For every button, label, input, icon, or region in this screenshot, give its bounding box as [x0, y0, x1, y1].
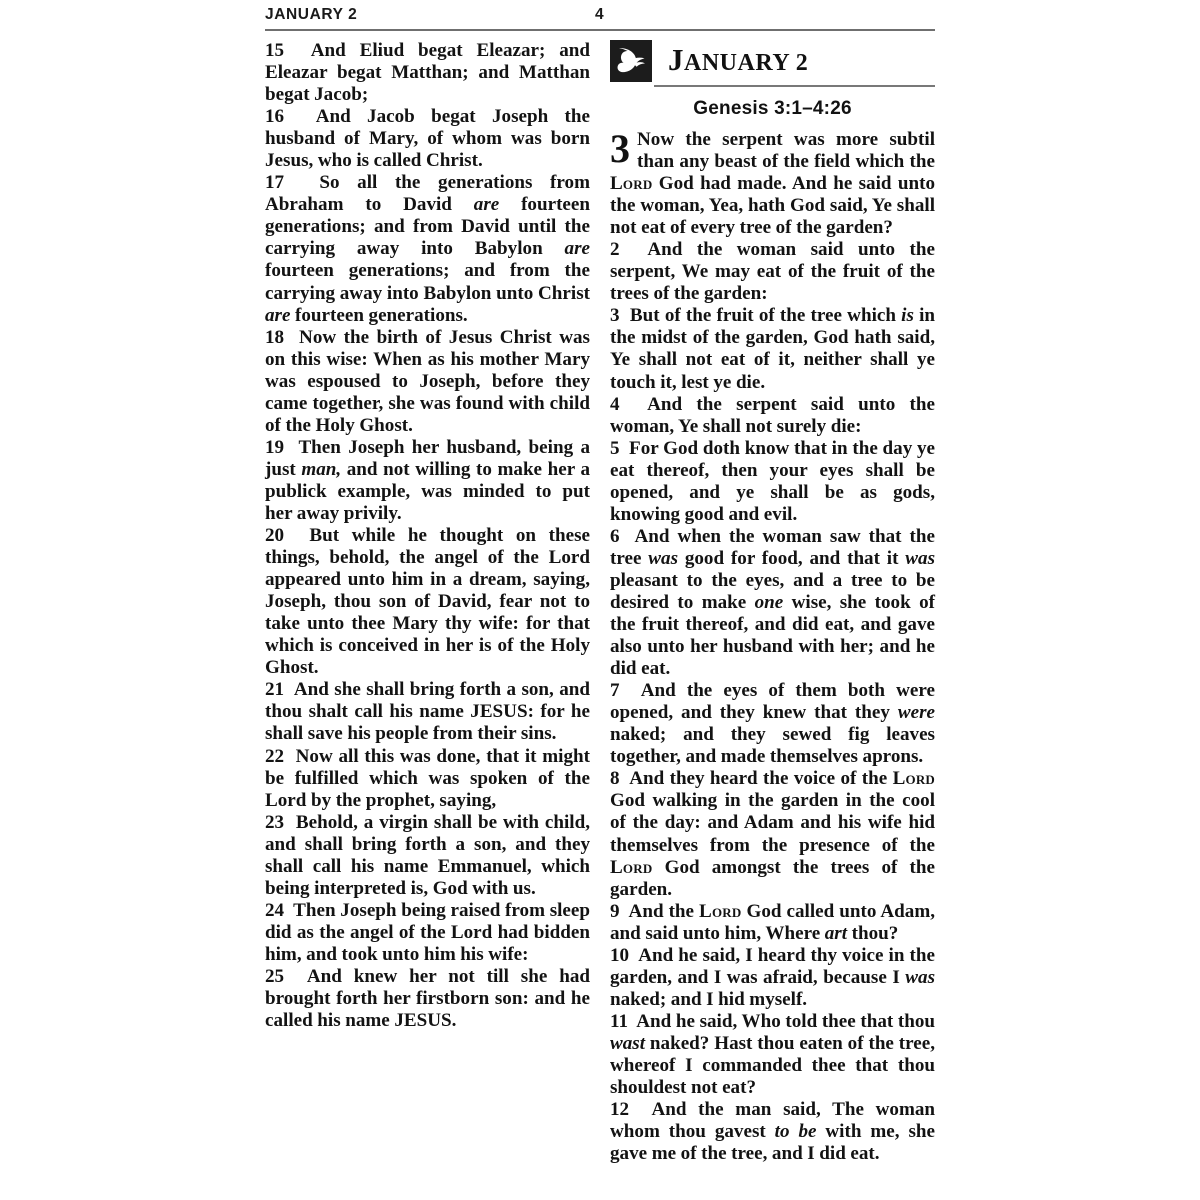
divine-name-smallcaps: Lord: [699, 900, 742, 922]
verse-text: And he said, Who told thee that thou: [636, 1010, 935, 1032]
verse-20: [265, 525, 590, 679]
verse-text: God amongst the trees of the garden.: [610, 856, 935, 900]
verse-text: thou?: [847, 922, 899, 944]
verse-25: [265, 966, 590, 1032]
verse-text: And the eyes of them both were opened, and they knew that they: [610, 680, 935, 724]
day-title-rule: [654, 85, 935, 87]
verse-text: And knew her not till she had brought forth her firstborn son: and he called his name JESUS.: [265, 965, 590, 1032]
verse-text: God had made. And he said unto the woman, Yea, hath God said, Ye shall not eat of every tree of the garden?: [610, 173, 935, 239]
verse-italic-word: are: [265, 304, 291, 326]
verse-16: [265, 106, 590, 172]
text-columns: [265, 40, 935, 1190]
verse-10: [610, 945, 935, 1011]
verse-italic-word: are: [473, 194, 500, 216]
verse-text: But while he thought on these things, behold, the angel of the Lord appeared unto him in a dream, saying, Joseph, thou son of David, fear not to take unto thee Mary thy wife: for that which is conceived in her is of the Holy Ghost.: [265, 525, 590, 679]
verse-text: And she shall bring forth a son, and thou shalt call his name JESUS: for he shall save his people from their sins.: [265, 679, 590, 745]
verse-italic-word: was: [905, 547, 936, 569]
verse-text: naked; and they sewed fig leaves together, and made themselves aprons.: [610, 724, 935, 768]
day-title-rest: ANUARY 2: [684, 50, 809, 76]
verse-text: Now all this was done, that it might be fulfilled which was spoken of the Lord by the prophet, saying,: [265, 745, 590, 811]
verse-text: naked? Hast thou eaten of the tree, whereof I commanded thee that thou shouldest not eat?: [610, 1032, 935, 1099]
verse-3: [610, 305, 935, 393]
verse-text: And he said, I heard thy voice in the garden, and I was afraid, because I: [610, 944, 936, 988]
verse-number: 25: [265, 965, 285, 987]
header-divider-rule: [265, 29, 935, 31]
divine-name-smallcaps: Lord: [610, 856, 653, 878]
verse-number: 11: [610, 1010, 629, 1032]
verse-18: [265, 327, 590, 437]
verse-number: 20: [265, 525, 285, 547]
verse-17: [265, 172, 590, 326]
day-title: [668, 42, 808, 78]
verse-number: 4: [610, 393, 620, 415]
verse-text: Then Joseph being raised from sleep did as the angel of the Lord had bidden him, and took unto him his wife:: [265, 899, 590, 965]
verse-number: 3: [610, 305, 620, 327]
verse-text: and not willing to make her a publick example, was minded to put her away privily.: [265, 458, 590, 524]
verse-text: And the: [628, 900, 700, 922]
verse-italic-word: to be: [774, 1121, 817, 1143]
verse-number: 6: [610, 525, 620, 547]
verse-italic-word: man,: [301, 458, 342, 480]
divine-name-smallcaps: Lord: [610, 173, 653, 195]
verse-11: [610, 1011, 935, 1099]
dove-leaf-logo-icon: [610, 40, 652, 82]
day-title-initial: J: [668, 42, 684, 77]
verse-italic-word: one: [754, 591, 784, 613]
verse-text: Now the birth of Jesus Christ was on this wise: When as his mother Mary was espoused to Joseph, before they came together, she was found with child of the Holy Ghost.: [265, 326, 590, 436]
verse-number: 24: [265, 899, 285, 921]
verse-9: [610, 901, 935, 945]
verse-text: naked; and I hid myself.: [610, 988, 808, 1010]
verse-4: [610, 394, 935, 438]
column-right: [610, 40, 935, 1165]
verse-5: [610, 438, 935, 526]
scripture-body-right: [610, 126, 936, 1165]
verse-number: 17: [265, 172, 285, 194]
verse-italic-word: was: [905, 966, 935, 988]
verse-text: And the serpent said unto the woman, Ye shall not surely die:: [610, 393, 936, 437]
verse-text: pleasant to the eyes, and a tree to be desired to make: [610, 569, 935, 613]
chapter-number-dropcap: 3: [610, 126, 630, 171]
verse-21: [265, 679, 590, 745]
verse-text: And they heard the voice of the: [629, 768, 893, 790]
page-number: 4: [595, 6, 604, 23]
verse-number: 19: [265, 436, 285, 458]
verse-text: So all the generations from Abraham to David: [265, 172, 590, 216]
verse-number: 16: [265, 106, 285, 128]
verse-number: 5: [610, 437, 620, 459]
running-head-date: JANUARY 2: [265, 6, 358, 23]
verse-text: God called unto Adam, and said unto him, Where: [610, 900, 936, 944]
verse-19: [265, 437, 590, 525]
verse-text: And the woman said unto the serpent, We may eat of the fruit of the trees of the garden:: [610, 239, 936, 305]
verse-8: [610, 768, 935, 900]
verse-number: 23: [265, 811, 285, 833]
verse-number: 12: [610, 1099, 630, 1121]
verse-text: with me, she gave me of the tree, and I did eat.: [610, 1121, 935, 1165]
verse-7: [610, 680, 935, 768]
verse-text: And when the woman saw that the tree: [610, 525, 935, 569]
verse-23: [265, 812, 590, 900]
verse-number: 22: [265, 745, 285, 767]
verse-italic-word: are: [564, 238, 590, 260]
passage-reference: Genesis 3:1–4:26: [693, 98, 852, 119]
verse-number: 10: [610, 944, 630, 966]
verse-text: good for food, and that it: [678, 547, 906, 569]
verse-24: [265, 900, 590, 966]
verse-text: And Jacob begat Joseph the husband of Mary, of whom was born Jesus, who is called Christ.: [265, 106, 591, 172]
verse-number: 18: [265, 326, 285, 348]
verse-italic-word: art: [824, 922, 848, 944]
verse-text: Behold, a virgin shall be with child, and shall bring forth a son, and they shall call his name Emmanuel, which being interpreted is, God with us.: [265, 811, 591, 899]
verse-1: [610, 126, 935, 239]
verse-12: [610, 1099, 935, 1165]
verse-text: And Eliud begat Eleazar; and Eleazar begat Matthan; and Matthan begat Jacob;: [265, 40, 591, 106]
running-head: [265, 6, 935, 28]
verse-italic-word: were: [897, 702, 935, 724]
verse-number: 8: [610, 768, 620, 790]
verse-text: fourteen generations; and from the carrying away into Babylon unto Christ: [265, 260, 590, 304]
verse-text: fourteen generations.: [290, 304, 468, 326]
verse-number: 15: [265, 40, 285, 61]
verse-number: 7: [610, 680, 620, 702]
verse-text: in the midst of the garden, God hath said, Ye shall not eat of it, neither shall ye touch it, lest ye die.: [610, 305, 936, 393]
verse-15: [265, 40, 590, 106]
verse-text: And the man said, The woman whom thou gavest: [610, 1099, 936, 1143]
divine-name-smallcaps: Lord: [892, 768, 936, 790]
verse-text: God walking in the garden in the cool of the day: and Adam and his wife hid themselves from the presence of the: [610, 790, 935, 856]
verse-text: wise, she took of the fruit thereof, and did eat, and gave also unto her husband with her; and he did eat.: [610, 591, 935, 680]
verse-6: [610, 526, 935, 680]
verse-text: For God doth know that in the day ye eat thereof, then your eyes shall be opened, and ye shall be as gods, knowing good and evil.: [610, 437, 935, 525]
verse-italic-word: was: [648, 547, 678, 569]
verse-number: 21: [265, 679, 285, 701]
verse-text: But of the fruit of the tree which: [629, 305, 902, 327]
verse-number: 2: [610, 239, 620, 261]
verse-number: 9: [610, 900, 620, 922]
verse-text: Now the serpent was more subtil than any beast of the field which the: [637, 129, 935, 173]
verse-italic-word: is: [901, 305, 914, 327]
column-left: [265, 40, 590, 1032]
verse-text: fourteen generations; and from David until the carrying away into Babylon: [265, 194, 590, 260]
verse-2: [610, 239, 935, 305]
verse-22: [265, 746, 590, 812]
verse-text: Then Joseph her husband, being a just: [265, 436, 590, 480]
scripture-body-left: [265, 40, 590, 1032]
day-banner: [610, 40, 935, 90]
verse-italic-word: wast: [610, 1032, 646, 1054]
